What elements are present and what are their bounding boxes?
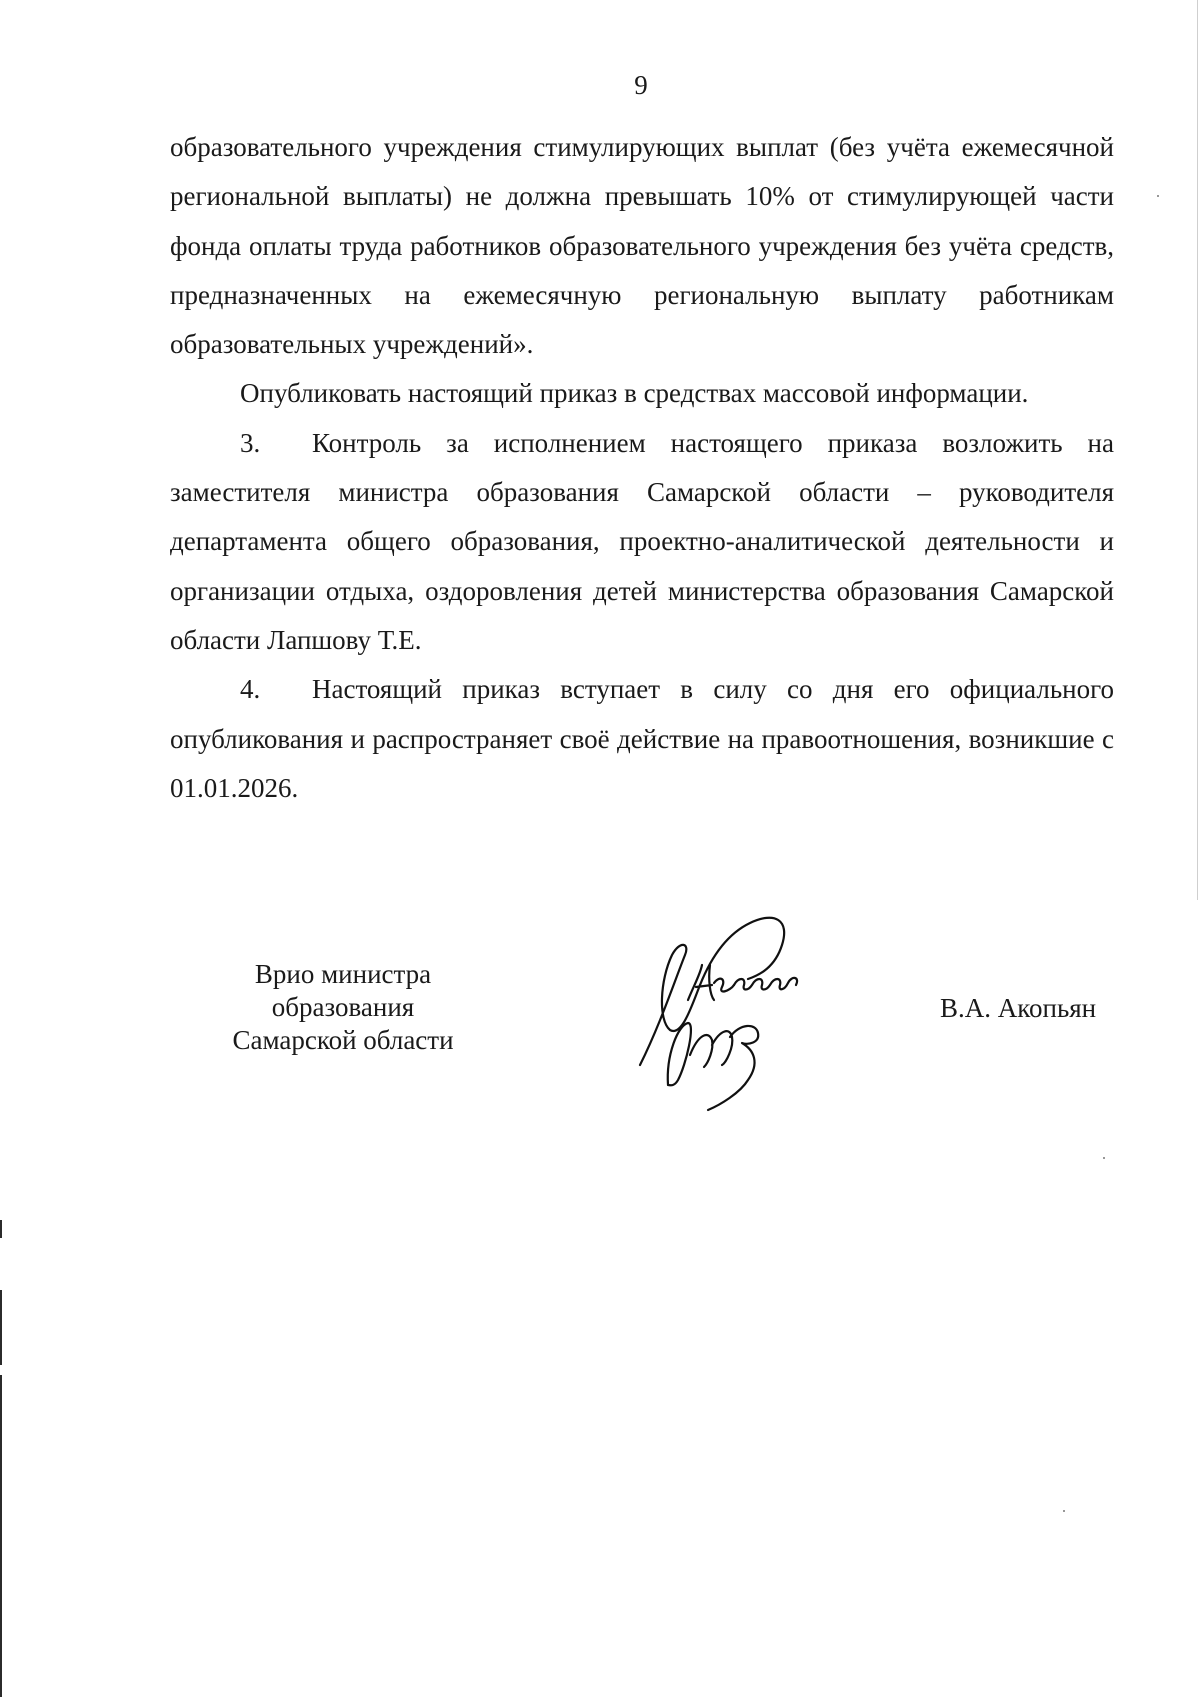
scan-edge-mark	[0, 1290, 2, 1365]
item-4-number: 4.	[240, 674, 261, 705]
scan-speck	[1157, 195, 1159, 197]
publish-paragraph: Опубликовать настоящий приказ в средствах массовой информации.	[240, 378, 1029, 409]
document-body	[170, 123, 1114, 813]
signer-position-line-3: Самарской области	[232, 1025, 454, 1055]
scan-edge-mark	[0, 1220, 2, 1238]
item-4-paragraph	[170, 665, 1114, 813]
scan-edge-mark	[0, 1375, 2, 1697]
scan-speck	[1103, 1157, 1105, 1159]
item-3-number: 3.	[240, 427, 261, 458]
page-number: 9	[634, 70, 648, 100]
scan-edge-mark	[1197, 0, 1198, 900]
signer-name: В.А. Акопьян	[940, 993, 1097, 1023]
signer-position	[178, 958, 508, 1057]
handwritten-signature	[630, 905, 850, 1115]
item-3-text: Контроль за исполнением настоящего приказа возложить на заместителя министра образования Самарской области – руководителя департамента общего образования, проектно-аналитической деятельности и организации отдыха, оздоровления детей министерства образования Самарской области Лапшову Т.Е.	[170, 427, 1114, 655]
item-3-paragraph	[170, 419, 1114, 665]
scan-speck	[1063, 1510, 1065, 1512]
item-4-text: Настоящий приказ вступает в силу со дня его официального опубликования и распространяет своё действие на правоотношения, возникшие с 01.01.2026.	[170, 674, 1114, 803]
signer-position-line-2: образования	[271, 992, 415, 1022]
continuation-paragraph: образовательного учреждения стимулирующих выплат (без учёта ежемесячной региональной выплаты) не должна превышать 10% от стимулирующей части фонда оплаты труда работников образовательного учреждения без учёта средств, предназначенных на ежемесячную региональную выплату работникам образовательных учреждений».	[170, 132, 1114, 360]
signer-position-line-1: Врио министра	[254, 959, 432, 989]
